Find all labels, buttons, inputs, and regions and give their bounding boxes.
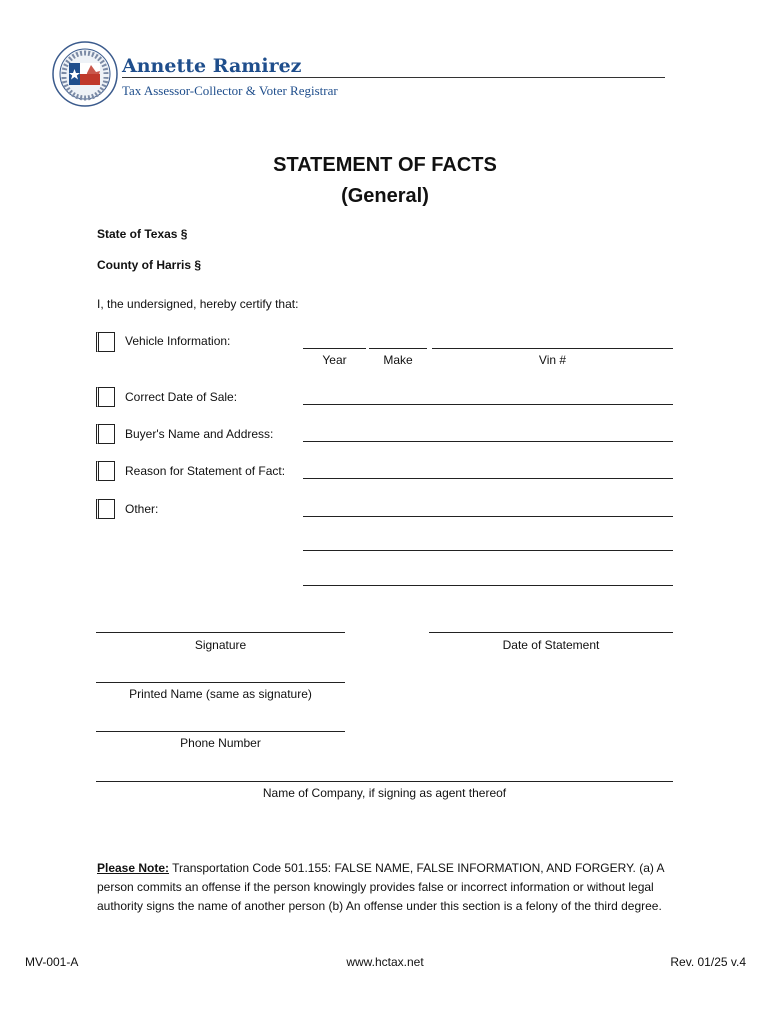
website: www.hctax.net xyxy=(346,955,424,969)
other-label: Other: xyxy=(125,502,159,516)
date-of-sale-field[interactable] xyxy=(303,404,673,405)
revision: Rev. 01/25 v.4 xyxy=(670,955,746,969)
other-field-1[interactable] xyxy=(303,516,673,517)
vin-field[interactable] xyxy=(432,348,673,349)
signature-field[interactable] xyxy=(96,632,345,633)
reason-label: Reason for Statement of Fact: xyxy=(125,464,286,478)
signature-label: Signature xyxy=(194,638,247,652)
county-line: County of Harris § xyxy=(97,258,202,272)
form-id: MV-001-A xyxy=(25,955,79,969)
date-of-sale-checkbox[interactable] xyxy=(96,387,115,407)
company-field[interactable] xyxy=(96,781,673,782)
certify-line: I, the undersigned, hereby certify that: xyxy=(97,297,299,311)
legal-note xyxy=(97,859,677,916)
date-of-sale-label: Correct Date of Sale: xyxy=(125,390,238,404)
reason-checkbox[interactable] xyxy=(96,461,115,481)
vehicle-info-label: Vehicle Information: xyxy=(125,334,231,348)
printed-name-field[interactable] xyxy=(96,682,345,683)
buyer-label: Buyer's Name and Address: xyxy=(125,427,274,441)
official-name: Annette Ramirez xyxy=(122,55,302,77)
make-label: Make xyxy=(383,353,413,367)
company-label: Name of Company, if signing as agent thereof xyxy=(262,786,507,800)
vehicle-info-checkbox[interactable] xyxy=(96,332,115,352)
note-text: Transportation Code 501.155: FALSE NAME, FALSE INFORMATION, AND FORGERY. (a) A person commits an offense if the person knowingly provides false or incorrect information or without legal authority signs the name of another person (b) An offense under this section is a felony of the third degree. xyxy=(97,861,664,913)
date-of-statement-field[interactable] xyxy=(429,632,673,633)
printed-name-label: Printed Name (same as signature) xyxy=(129,687,312,701)
state-line: State of Texas § xyxy=(97,227,188,241)
official-title: Tax Assessor-Collector & Voter Registrar xyxy=(122,83,338,98)
buyer-checkbox[interactable] xyxy=(96,424,115,444)
harris-county-seal-icon xyxy=(52,41,118,107)
document-subtitle: (General) xyxy=(341,185,429,207)
header-rule xyxy=(122,77,665,78)
reason-field[interactable] xyxy=(303,478,673,479)
date-of-statement-label: Date of Statement xyxy=(502,638,600,652)
other-checkbox[interactable] xyxy=(96,499,115,519)
other-field-3[interactable] xyxy=(303,585,673,586)
make-field[interactable] xyxy=(369,348,427,349)
note-label: Please Note: xyxy=(97,861,170,875)
other-field-2[interactable] xyxy=(303,550,673,551)
year-field[interactable] xyxy=(303,348,366,349)
year-label: Year xyxy=(322,353,347,367)
buyer-field[interactable] xyxy=(303,441,673,442)
document-title: STATEMENT OF FACTS xyxy=(273,154,497,176)
vin-label: Vin # xyxy=(538,353,567,367)
phone-field[interactable] xyxy=(96,731,345,732)
phone-label: Phone Number xyxy=(180,736,261,750)
